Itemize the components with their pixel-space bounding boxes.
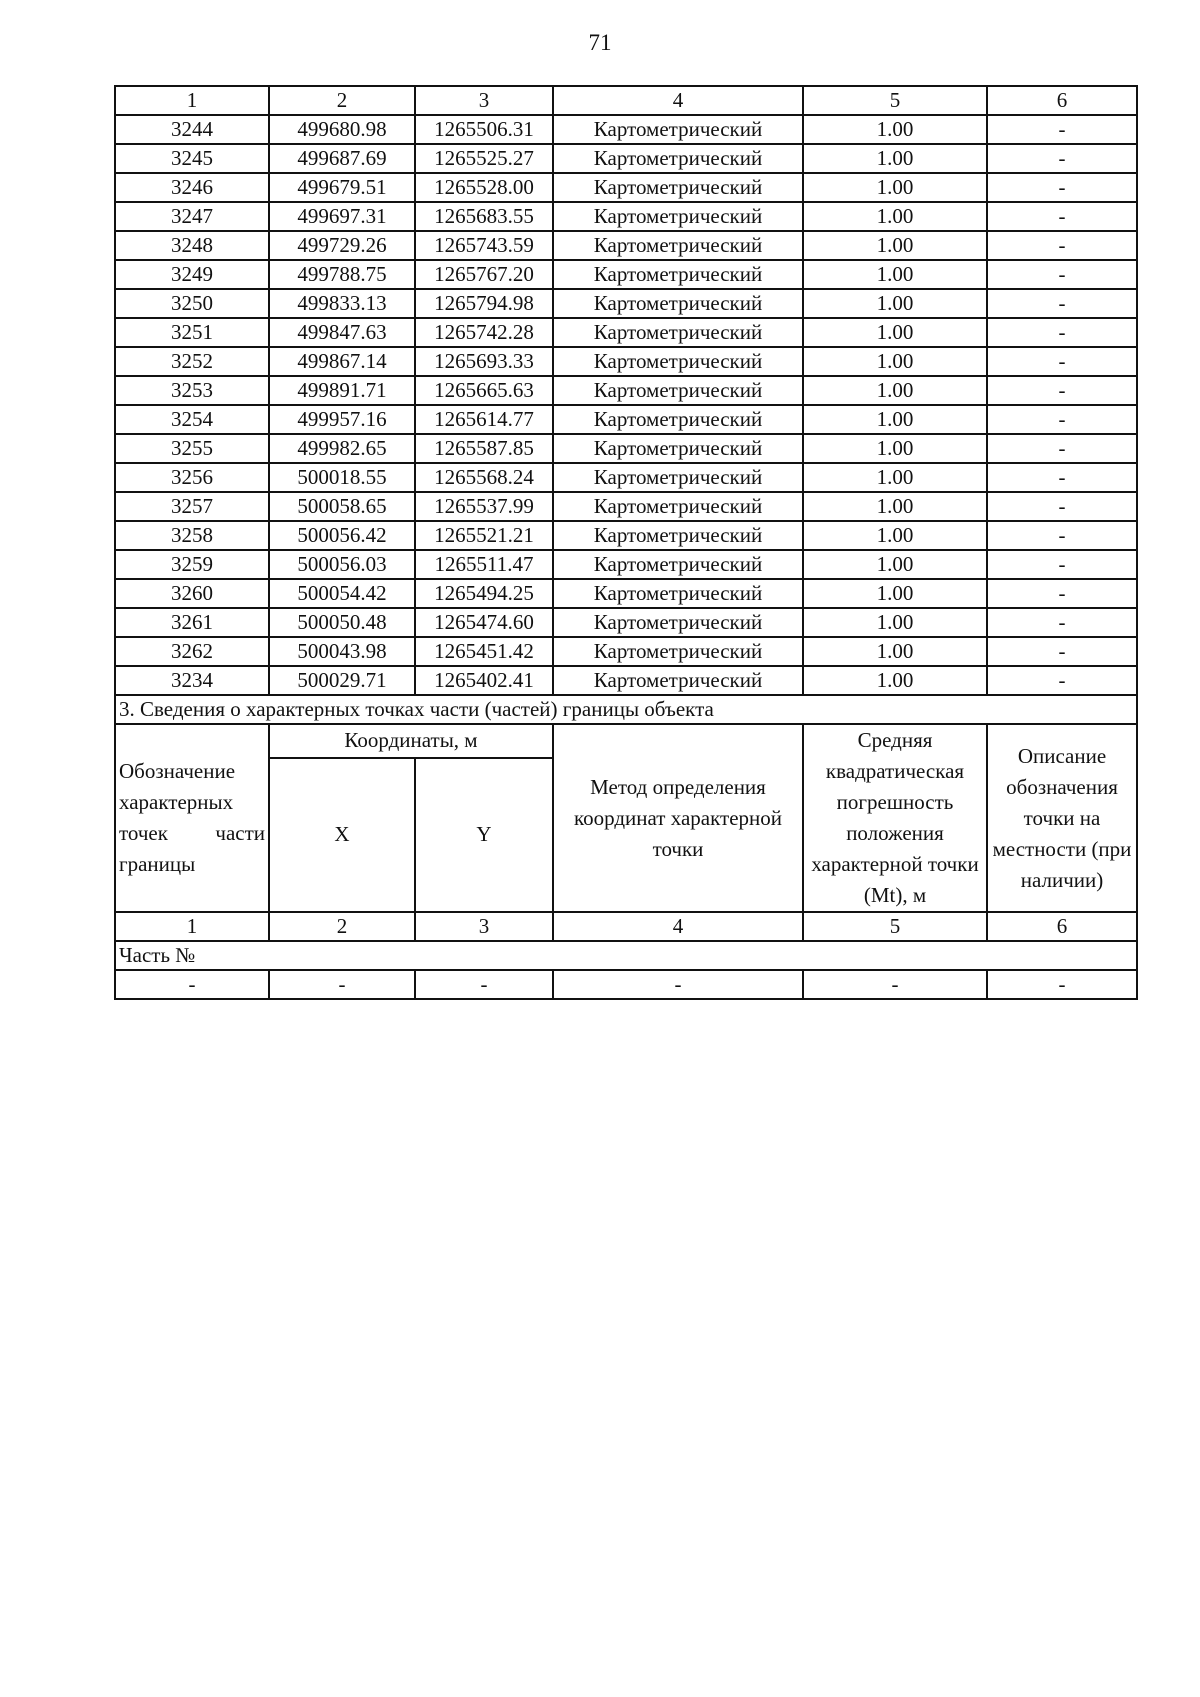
point-number: 3234 (115, 666, 269, 695)
col-number: 4 (553, 912, 803, 941)
point-number: 3254 (115, 405, 269, 434)
point-number: 3246 (115, 173, 269, 202)
coord-y: 1265506.31 (415, 115, 553, 144)
table-body (115, 86, 1137, 999)
method: Картометрический (553, 608, 803, 637)
error-mt: 1.00 (803, 579, 987, 608)
col-number: 5 (803, 912, 987, 941)
coord-y: 1265683.55 (415, 202, 553, 231)
coord-x: 500043.98 (269, 637, 415, 666)
coord-x: 500054.42 (269, 579, 415, 608)
coord-x: 499697.31 (269, 202, 415, 231)
description: - (987, 115, 1137, 144)
table-row (115, 318, 1137, 347)
description: - (987, 260, 1137, 289)
error-mt: 1.00 (803, 637, 987, 666)
description: - (987, 492, 1137, 521)
coord-y: 1265743.59 (415, 231, 553, 260)
coord-y: 1265521.21 (415, 521, 553, 550)
coord-y: 1265568.24 (415, 463, 553, 492)
table-row (115, 347, 1137, 376)
point-number: 3260 (115, 579, 269, 608)
header-method: Метод определения координат характерной точки (553, 724, 803, 912)
description: - (987, 550, 1137, 579)
error-mt: 1.00 (803, 376, 987, 405)
header-designation: Обозначение характерных точек части границы (115, 724, 269, 912)
description: - (987, 666, 1137, 695)
method: Картометрический (553, 434, 803, 463)
point-number: 3251 (115, 318, 269, 347)
point-number: 3259 (115, 550, 269, 579)
point-number: 3261 (115, 608, 269, 637)
method: Картометрический (553, 376, 803, 405)
point-number: 3255 (115, 434, 269, 463)
table-row (115, 550, 1137, 579)
table-row (115, 579, 1137, 608)
coord-x: 500056.42 (269, 521, 415, 550)
column-number-row (115, 86, 1137, 115)
table-row (115, 492, 1137, 521)
header-description: Описание обозначения точки на местности (при наличии) (987, 724, 1137, 912)
method: Картометрический (553, 202, 803, 231)
error-mt: 1.00 (803, 173, 987, 202)
part-row (115, 941, 1137, 970)
error-mt: 1.00 (803, 115, 987, 144)
description: - (987, 289, 1137, 318)
method: Картометрический (553, 405, 803, 434)
description: - (987, 173, 1137, 202)
empty-cell: - (115, 970, 269, 999)
description: - (987, 608, 1137, 637)
empty-cell: - (415, 970, 553, 999)
col-number: 1 (115, 86, 269, 115)
error-mt: 1.00 (803, 608, 987, 637)
coord-x: 499982.65 (269, 434, 415, 463)
error-mt: 1.00 (803, 434, 987, 463)
point-number: 3253 (115, 376, 269, 405)
coord-x: 499729.26 (269, 231, 415, 260)
col-number: 3 (415, 912, 553, 941)
point-number: 3258 (115, 521, 269, 550)
coord-y: 1265614.77 (415, 405, 553, 434)
table-row (115, 260, 1137, 289)
coord-y: 1265451.42 (415, 637, 553, 666)
table-row (115, 666, 1137, 695)
error-mt: 1.00 (803, 347, 987, 376)
header-error: Средняя квадратическая погрешность положения характерной точки (Mt), м (803, 724, 987, 912)
description: - (987, 434, 1137, 463)
description: - (987, 202, 1137, 231)
description: - (987, 347, 1137, 376)
table-row (115, 202, 1137, 231)
coord-x: 499957.16 (269, 405, 415, 434)
header-y: Y (415, 758, 553, 912)
coord-y: 1265494.25 (415, 579, 553, 608)
point-number: 3257 (115, 492, 269, 521)
description: - (987, 318, 1137, 347)
header-x: X (269, 758, 415, 912)
method: Картометрический (553, 666, 803, 695)
header-coordinates: Координаты, м (269, 724, 553, 758)
col-number: 2 (269, 86, 415, 115)
coord-y: 1265511.47 (415, 550, 553, 579)
description: - (987, 579, 1137, 608)
error-mt: 1.00 (803, 318, 987, 347)
method: Картометрический (553, 463, 803, 492)
col-number: 3 (415, 86, 553, 115)
point-number: 3250 (115, 289, 269, 318)
col-number: 6 (987, 86, 1137, 115)
page-number: 71 (588, 30, 612, 55)
point-number: 3247 (115, 202, 269, 231)
coord-x: 500018.55 (269, 463, 415, 492)
col-number: 5 (803, 86, 987, 115)
point-number: 3252 (115, 347, 269, 376)
point-number: 3248 (115, 231, 269, 260)
coord-x: 499833.13 (269, 289, 415, 318)
table-row (115, 434, 1137, 463)
coord-x: 499680.98 (269, 115, 415, 144)
empty-cell: - (987, 970, 1137, 999)
coord-y: 1265665.63 (415, 376, 553, 405)
error-mt: 1.00 (803, 666, 987, 695)
coord-x: 500058.65 (269, 492, 415, 521)
table-row (115, 289, 1137, 318)
coord-y: 1265528.00 (415, 173, 553, 202)
coord-y: 1265587.85 (415, 434, 553, 463)
part-label: Часть № (115, 941, 1137, 970)
table-row (115, 637, 1137, 666)
point-number: 3244 (115, 115, 269, 144)
section-column-number-row (115, 912, 1137, 941)
table-row (115, 405, 1137, 434)
description: - (987, 463, 1137, 492)
error-mt: 1.00 (803, 492, 987, 521)
coord-y: 1265693.33 (415, 347, 553, 376)
coord-x: 499687.69 (269, 144, 415, 173)
error-mt: 1.00 (803, 144, 987, 173)
error-mt: 1.00 (803, 463, 987, 492)
table-row (115, 144, 1137, 173)
method: Картометрический (553, 347, 803, 376)
table-row (115, 376, 1137, 405)
error-mt: 1.00 (803, 231, 987, 260)
col-number: 6 (987, 912, 1137, 941)
method: Картометрический (553, 115, 803, 144)
method: Картометрический (553, 579, 803, 608)
error-mt: 1.00 (803, 521, 987, 550)
table-row (115, 231, 1137, 260)
col-number: 4 (553, 86, 803, 115)
table-row (115, 521, 1137, 550)
method: Картометрический (553, 318, 803, 347)
method: Картометрический (553, 492, 803, 521)
method: Картометрический (553, 521, 803, 550)
description: - (987, 521, 1137, 550)
point-number: 3249 (115, 260, 269, 289)
point-number: 3256 (115, 463, 269, 492)
col-number: 2 (269, 912, 415, 941)
coord-x: 499679.51 (269, 173, 415, 202)
table-row (115, 173, 1137, 202)
coord-y: 1265402.41 (415, 666, 553, 695)
method: Картометрический (553, 289, 803, 318)
method: Картометрический (553, 637, 803, 666)
coord-y: 1265794.98 (415, 289, 553, 318)
empty-cell: - (269, 970, 415, 999)
section-title-row (115, 695, 1137, 724)
coord-y: 1265525.27 (415, 144, 553, 173)
error-mt: 1.00 (803, 550, 987, 579)
coord-x: 499847.63 (269, 318, 415, 347)
description: - (987, 637, 1137, 666)
description: - (987, 144, 1137, 173)
error-mt: 1.00 (803, 260, 987, 289)
boundary-points-table (114, 85, 1138, 1000)
empty-cell: - (803, 970, 987, 999)
table-row (115, 608, 1137, 637)
coord-y: 1265474.60 (415, 608, 553, 637)
method: Картометрический (553, 550, 803, 579)
method: Картометрический (553, 260, 803, 289)
coord-y: 1265537.99 (415, 492, 553, 521)
method: Картометрический (553, 144, 803, 173)
point-number: 3245 (115, 144, 269, 173)
coord-x: 499891.71 (269, 376, 415, 405)
method: Картометрический (553, 173, 803, 202)
empty-cell: - (553, 970, 803, 999)
coord-x: 500029.71 (269, 666, 415, 695)
coord-y: 1265767.20 (415, 260, 553, 289)
description: - (987, 231, 1137, 260)
method: Картометрический (553, 231, 803, 260)
coord-x: 499867.14 (269, 347, 415, 376)
coord-x: 499788.75 (269, 260, 415, 289)
col-number: 1 (115, 912, 269, 941)
empty-data-row (115, 970, 1137, 999)
coord-y: 1265742.28 (415, 318, 553, 347)
error-mt: 1.00 (803, 289, 987, 318)
error-mt: 1.00 (803, 202, 987, 231)
description: - (987, 405, 1137, 434)
error-mt: 1.00 (803, 405, 987, 434)
coord-x: 500050.48 (269, 608, 415, 637)
section-header-row (115, 724, 1137, 758)
section-title: 3. Сведения о характерных точках части (частей) границы объекта (115, 695, 1137, 724)
table-row (115, 115, 1137, 144)
point-number: 3262 (115, 637, 269, 666)
table-row (115, 463, 1137, 492)
coord-x: 500056.03 (269, 550, 415, 579)
description: - (987, 376, 1137, 405)
